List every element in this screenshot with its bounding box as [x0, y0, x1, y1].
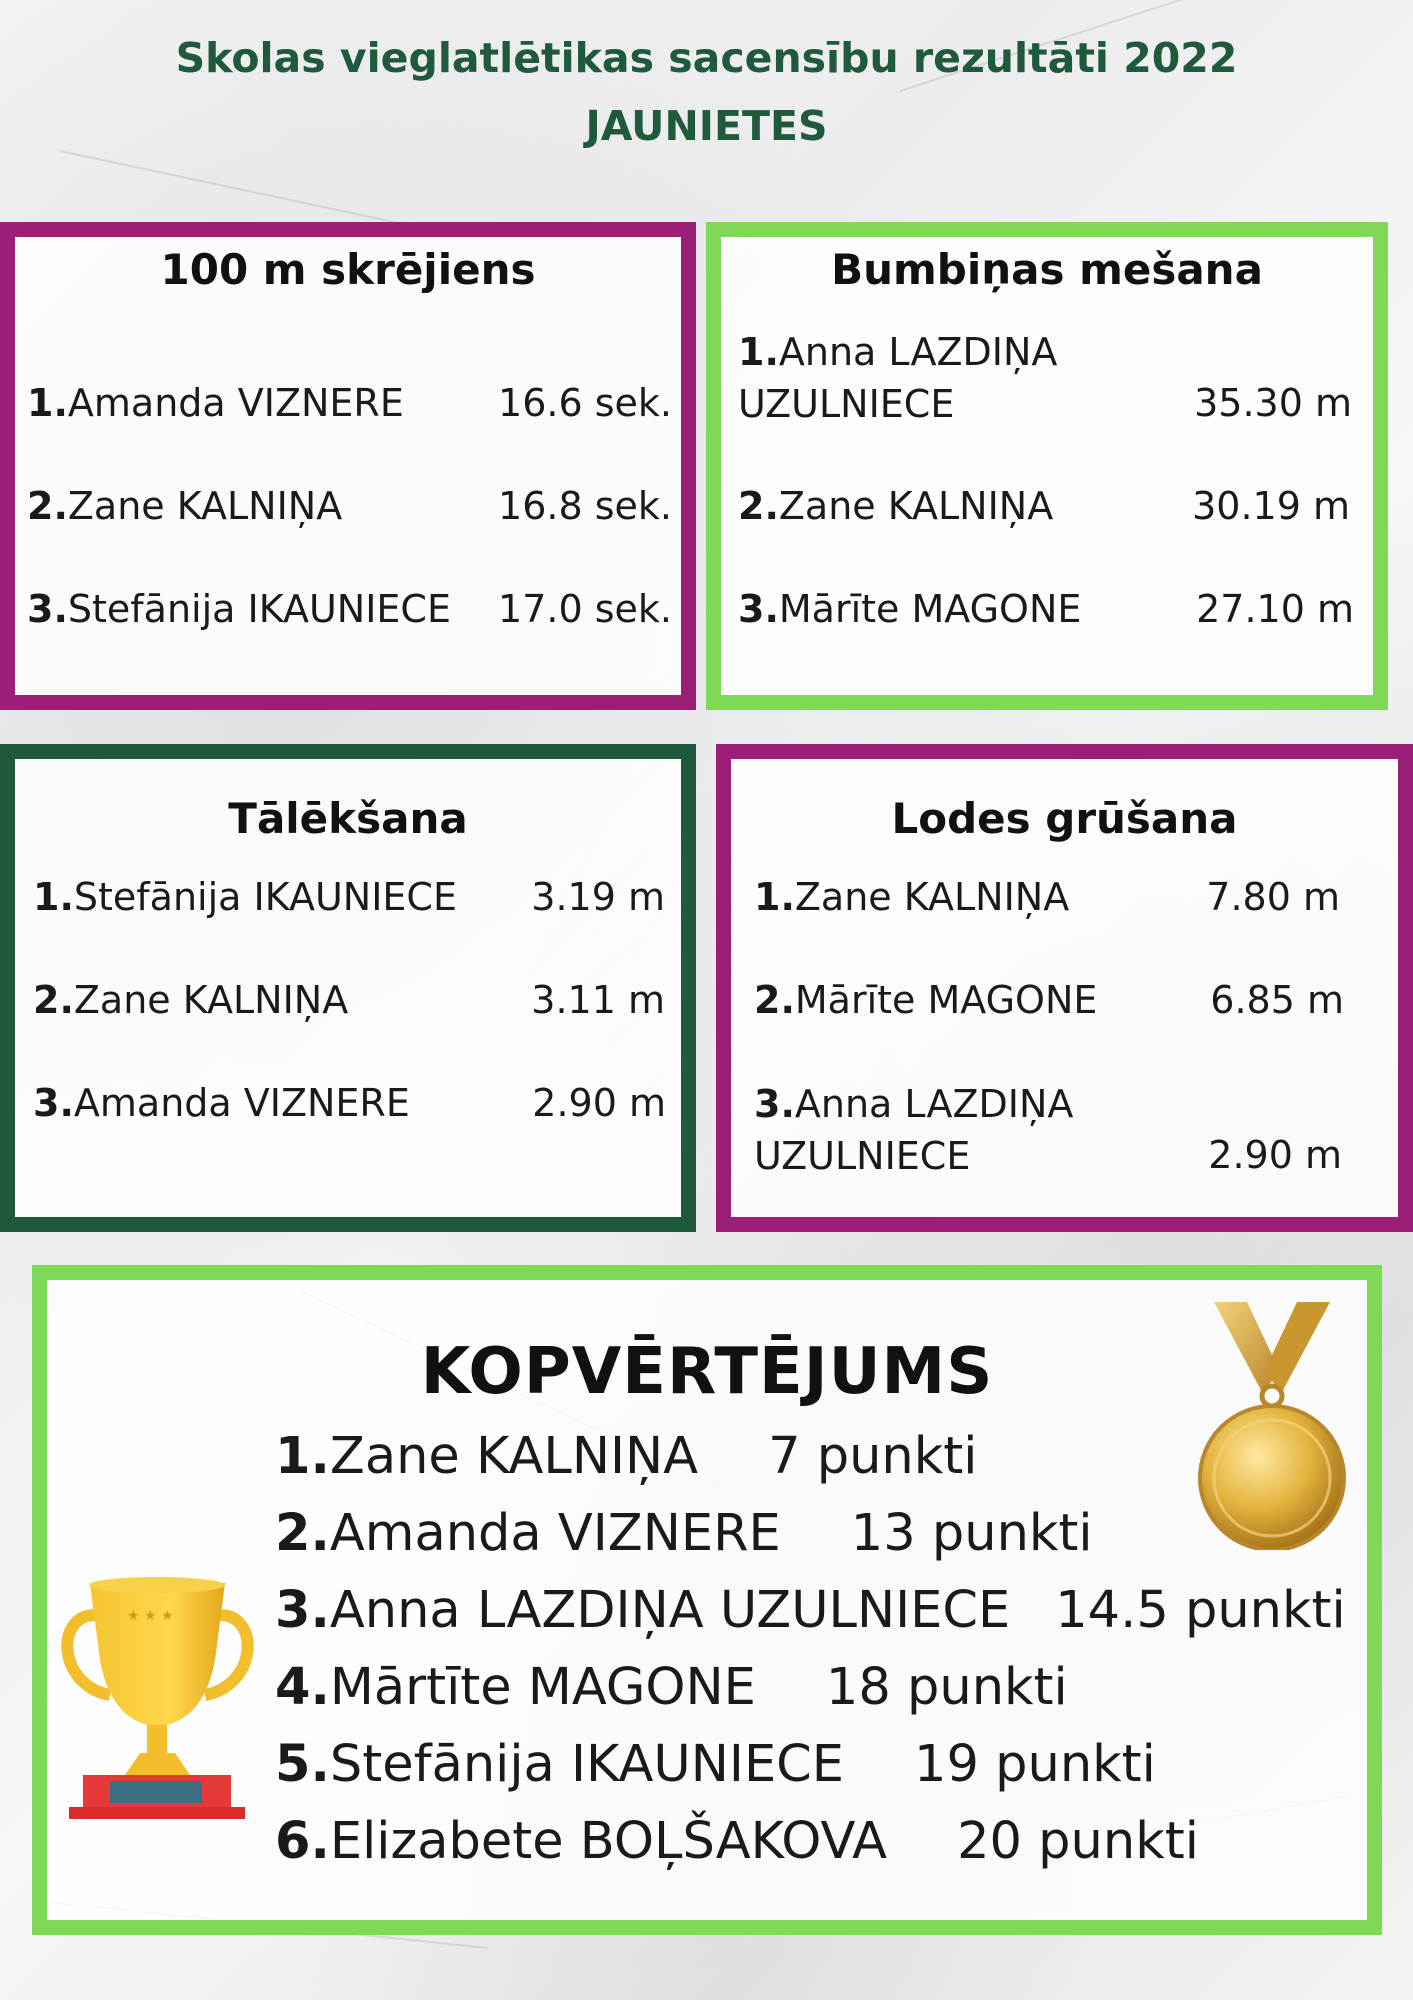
overall-row: 6.Elizabete BOĻŠAKOVA 20 punkti [275, 1812, 1199, 1871]
result-row: 2.Zane KALNIŅA [738, 484, 1054, 528]
result-row: 3.Amanda VIZNERE [33, 1081, 410, 1125]
result-value: 3.19 m [531, 875, 665, 919]
title-line-1: Skolas vieglatlētikas sacensību rezultāti 2022 [175, 34, 1238, 82]
overall-row: 3.Anna LAZDIŅA UZULNIECE 14.5 punkti [275, 1581, 1346, 1640]
page-title [0, 24, 1413, 160]
overall-row: 2.Amanda VIZNERE 13 punkti [275, 1504, 1093, 1563]
title-line-2: JAUNIETES [585, 102, 828, 150]
result-row: 1.Zane KALNIŅA [754, 875, 1070, 919]
gold-medal-icon [1192, 1300, 1352, 1550]
result-row: 3.Mārīte MAGONE [738, 587, 1082, 631]
section-100m-run [0, 222, 696, 710]
result-value: 35.30 m [1194, 381, 1352, 425]
result-value: 7.80 m [1206, 875, 1340, 919]
overall-row: 5.Stefānija IKAUNIECE 19 punkti [275, 1735, 1156, 1794]
overall-row: 1.Zane KALNIŅA 7 punkti [275, 1427, 978, 1486]
result-value: 2.90 m [1208, 1133, 1342, 1177]
section-title: Bumbiņas mešana [831, 245, 1263, 294]
result-value: 30.19 m [1192, 484, 1350, 528]
result-row: 3.Stefānija IKAUNIECE [27, 587, 451, 631]
overall-row: 4.Mārtīte MAGONE 18 punkti [275, 1658, 1068, 1717]
section-title: Tālēkšana [228, 794, 468, 843]
result-value: 3.11 m [531, 978, 665, 1022]
result-row: 2.Mārīte MAGONE [754, 978, 1098, 1022]
result-row: 1.Stefānija IKAUNIECE [33, 875, 457, 919]
section-ball-throw [706, 222, 1388, 710]
result-row: 3.Anna LAZDIŅA UZULNIECE [754, 1082, 1074, 1178]
result-value: 16.6 sek. [498, 381, 672, 425]
result-value: 2.90 m [532, 1081, 666, 1125]
section-title: Lodes grūšana [891, 794, 1238, 843]
overall-title: KOPVĒRTĒJUMS [420, 1335, 994, 1409]
result-row: 1.Amanda VIZNERE [27, 381, 404, 425]
result-value: 16.8 sek. [498, 484, 672, 528]
result-value: 27.10 m [1196, 587, 1354, 631]
section-title: 100 m skrējiens [160, 245, 536, 294]
result-row: 1.Anna LAZDIŅA UZULNIECE [738, 330, 1058, 426]
trophy-icon [55, 1575, 260, 1830]
result-row: 2.Zane KALNIŅA [33, 978, 349, 1022]
result-value: 6.85 m [1210, 978, 1344, 1022]
svg-text:★ ★ ★: ★ ★ ★ [127, 1608, 174, 1624]
result-value: 17.0 sek. [498, 587, 672, 631]
result-row: 2.Zane KALNIŅA [27, 484, 343, 528]
